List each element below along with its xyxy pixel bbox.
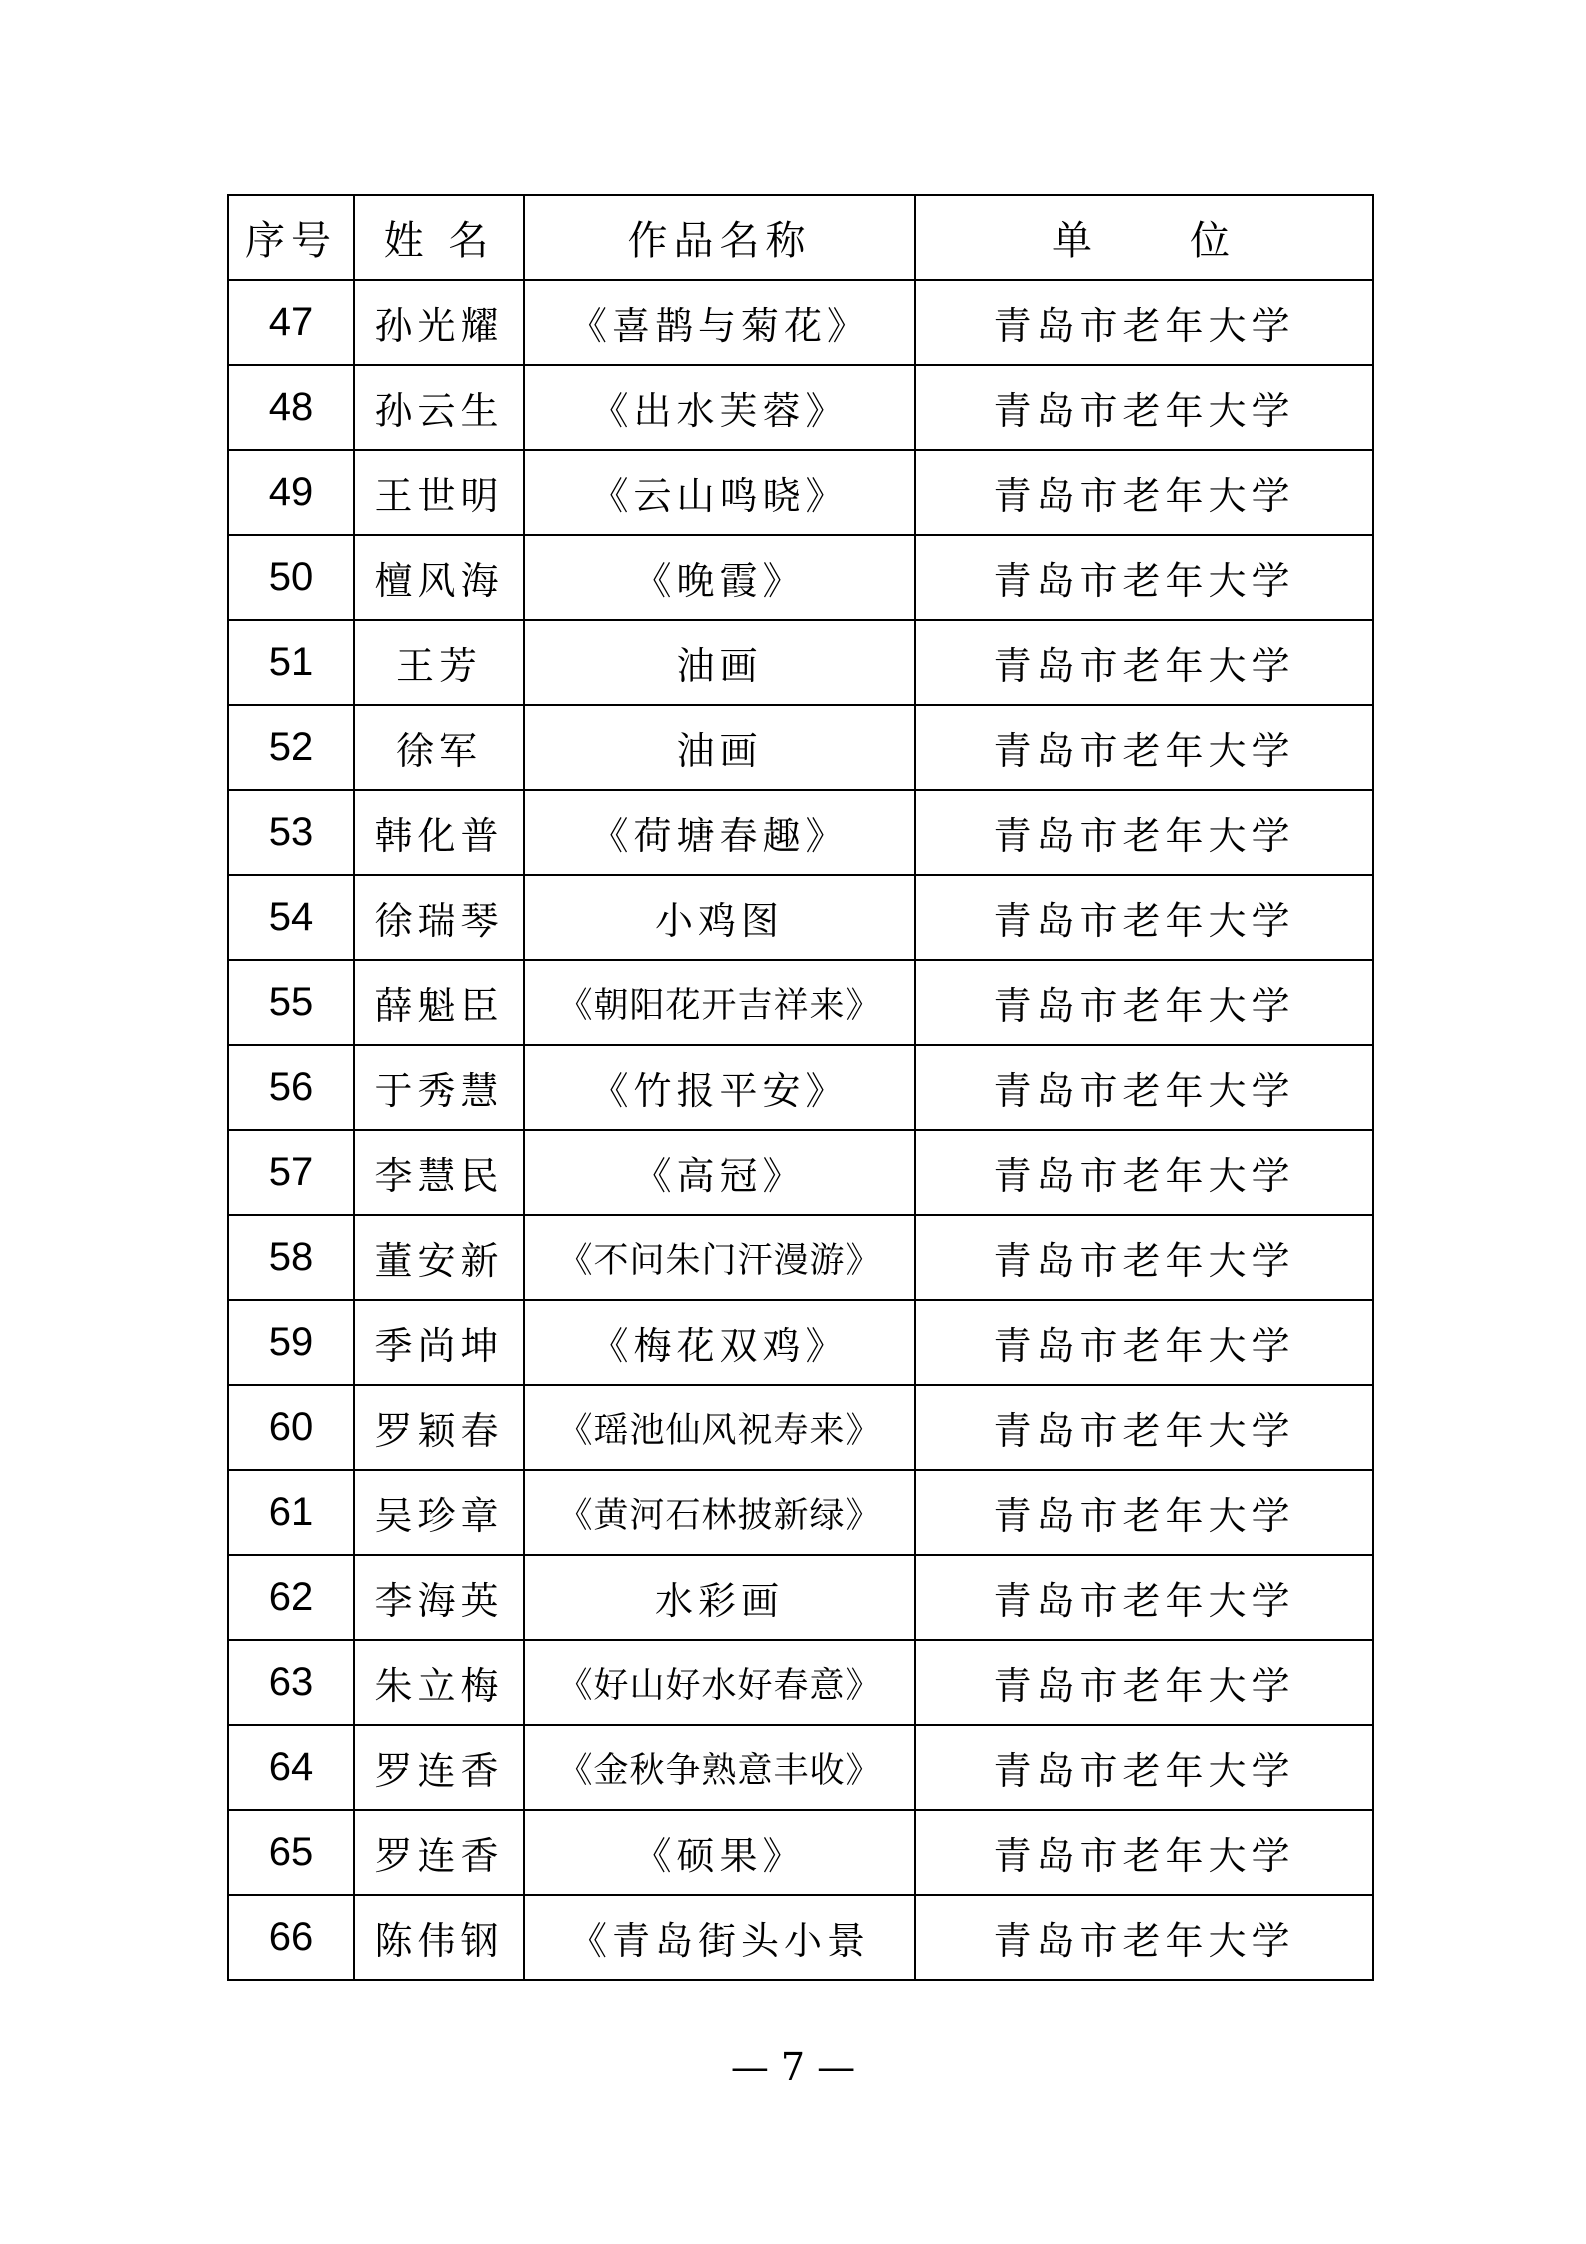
cell-number: 56 xyxy=(228,1045,354,1130)
cell-number: 49 xyxy=(228,450,354,535)
cell-unit: 青岛市老年大学 xyxy=(915,280,1373,365)
cell-unit: 青岛市老年大学 xyxy=(915,1215,1373,1300)
cell-name: 檀风海 xyxy=(354,535,524,620)
cell-unit: 青岛市老年大学 xyxy=(915,1130,1373,1215)
cell-work-title: 《黄河石林披新绿》 xyxy=(524,1470,915,1555)
cell-work-title: 水彩画 xyxy=(524,1555,915,1640)
cell-work-title: 《云山鸣晓》 xyxy=(524,450,915,535)
table-row xyxy=(228,790,1373,875)
cell-work-title: 《朝阳花开吉祥来》 xyxy=(524,960,915,1045)
cell-name: 徐军 xyxy=(354,705,524,790)
table-row xyxy=(228,1300,1373,1385)
cell-unit: 青岛市老年大学 xyxy=(915,620,1373,705)
cell-number: 60 xyxy=(228,1385,354,1470)
table-row xyxy=(228,450,1373,535)
cell-number: 57 xyxy=(228,1130,354,1215)
cell-work-title: 油画 xyxy=(524,705,915,790)
cell-number: 61 xyxy=(228,1470,354,1555)
table-row xyxy=(228,1725,1373,1810)
cell-number: 65 xyxy=(228,1810,354,1895)
cell-work-title: 《荷塘春趣》 xyxy=(524,790,915,875)
table-row xyxy=(228,1045,1373,1130)
cell-name: 罗连香 xyxy=(354,1810,524,1895)
cell-unit: 青岛市老年大学 xyxy=(915,1725,1373,1810)
cell-work-title: 《晚霞》 xyxy=(524,535,915,620)
cell-unit: 青岛市老年大学 xyxy=(915,365,1373,450)
cell-name: 孙云生 xyxy=(354,365,524,450)
cell-name: 薛魁臣 xyxy=(354,960,524,1045)
cell-name: 李慧民 xyxy=(354,1130,524,1215)
cell-work-title: 《硕果》 xyxy=(524,1810,915,1895)
cell-unit: 青岛市老年大学 xyxy=(915,1810,1373,1895)
cell-name: 孙光耀 xyxy=(354,280,524,365)
cell-unit: 青岛市老年大学 xyxy=(915,705,1373,790)
cell-unit: 青岛市老年大学 xyxy=(915,1385,1373,1470)
table-row xyxy=(228,620,1373,705)
page-number: — 7 — xyxy=(730,2045,856,2089)
table-row xyxy=(228,960,1373,1045)
cell-number: 64 xyxy=(228,1725,354,1810)
table-row xyxy=(228,875,1373,960)
table-row xyxy=(228,1640,1373,1725)
cell-unit: 青岛市老年大学 xyxy=(915,1640,1373,1725)
cell-unit: 青岛市老年大学 xyxy=(915,535,1373,620)
table-row xyxy=(228,1895,1373,1980)
cell-name: 韩化普 xyxy=(354,790,524,875)
cell-number: 54 xyxy=(228,875,354,960)
cell-number: 63 xyxy=(228,1640,354,1725)
cell-name: 董安新 xyxy=(354,1215,524,1300)
table-row xyxy=(228,365,1373,450)
cell-name: 吴珍章 xyxy=(354,1470,524,1555)
cell-number: 55 xyxy=(228,960,354,1045)
header-work-title: 作品名称 xyxy=(524,195,915,280)
table-row xyxy=(228,1810,1373,1895)
header-name: 姓 名 xyxy=(354,195,524,280)
cell-work-title: 《瑶池仙风祝寿来》 xyxy=(524,1385,915,1470)
cell-work-title: 油画 xyxy=(524,620,915,705)
table-row xyxy=(228,1470,1373,1555)
cell-work-title: 《青岛街头小景 xyxy=(524,1895,915,1980)
table-row xyxy=(228,705,1373,790)
table-body xyxy=(228,280,1373,1980)
cell-unit: 青岛市老年大学 xyxy=(915,1895,1373,1980)
cell-number: 47 xyxy=(228,280,354,365)
cell-work-title: 《金秋争熟意丰收》 xyxy=(524,1725,915,1810)
cell-unit: 青岛市老年大学 xyxy=(915,960,1373,1045)
table-row xyxy=(228,1215,1373,1300)
table-row xyxy=(228,1130,1373,1215)
cell-number: 58 xyxy=(228,1215,354,1300)
cell-name: 朱立梅 xyxy=(354,1640,524,1725)
cell-name: 于秀慧 xyxy=(354,1045,524,1130)
header-unit: 单 位 xyxy=(915,195,1373,280)
table-row xyxy=(228,1385,1373,1470)
cell-name: 陈伟钢 xyxy=(354,1895,524,1980)
cell-unit: 青岛市老年大学 xyxy=(915,790,1373,875)
cell-number: 66 xyxy=(228,1895,354,1980)
cell-work-title: 《出水芙蓉》 xyxy=(524,365,915,450)
cell-unit: 青岛市老年大学 xyxy=(915,875,1373,960)
table-row xyxy=(228,535,1373,620)
cell-name: 徐瑞琴 xyxy=(354,875,524,960)
cell-number: 53 xyxy=(228,790,354,875)
cell-name: 王芳 xyxy=(354,620,524,705)
cell-unit: 青岛市老年大学 xyxy=(915,450,1373,535)
awards-table xyxy=(227,194,1374,1981)
cell-unit: 青岛市老年大学 xyxy=(915,1045,1373,1130)
cell-number: 59 xyxy=(228,1300,354,1385)
cell-work-title: 《竹报平安》 xyxy=(524,1045,915,1130)
cell-work-title: 小鸡图 xyxy=(524,875,915,960)
cell-work-title: 《好山好水好春意》 xyxy=(524,1640,915,1725)
cell-unit: 青岛市老年大学 xyxy=(915,1300,1373,1385)
table-row xyxy=(228,280,1373,365)
table-header-row xyxy=(228,195,1373,280)
table-row xyxy=(228,1555,1373,1640)
cell-number: 50 xyxy=(228,535,354,620)
cell-work-title: 《喜鹊与菊花》 xyxy=(524,280,915,365)
cell-work-title: 《不问朱门汗漫游》 xyxy=(524,1215,915,1300)
cell-unit: 青岛市老年大学 xyxy=(915,1470,1373,1555)
cell-name: 李海英 xyxy=(354,1555,524,1640)
cell-work-title: 《梅花双鸡》 xyxy=(524,1300,915,1385)
cell-name: 罗连香 xyxy=(354,1725,524,1810)
cell-number: 52 xyxy=(228,705,354,790)
cell-name: 王世明 xyxy=(354,450,524,535)
cell-work-title: 《高冠》 xyxy=(524,1130,915,1215)
cell-number: 51 xyxy=(228,620,354,705)
cell-number: 62 xyxy=(228,1555,354,1640)
cell-number: 48 xyxy=(228,365,354,450)
cell-name: 罗颖春 xyxy=(354,1385,524,1470)
cell-name: 季尚坤 xyxy=(354,1300,524,1385)
header-number: 序号 xyxy=(228,195,354,280)
cell-unit: 青岛市老年大学 xyxy=(915,1555,1373,1640)
